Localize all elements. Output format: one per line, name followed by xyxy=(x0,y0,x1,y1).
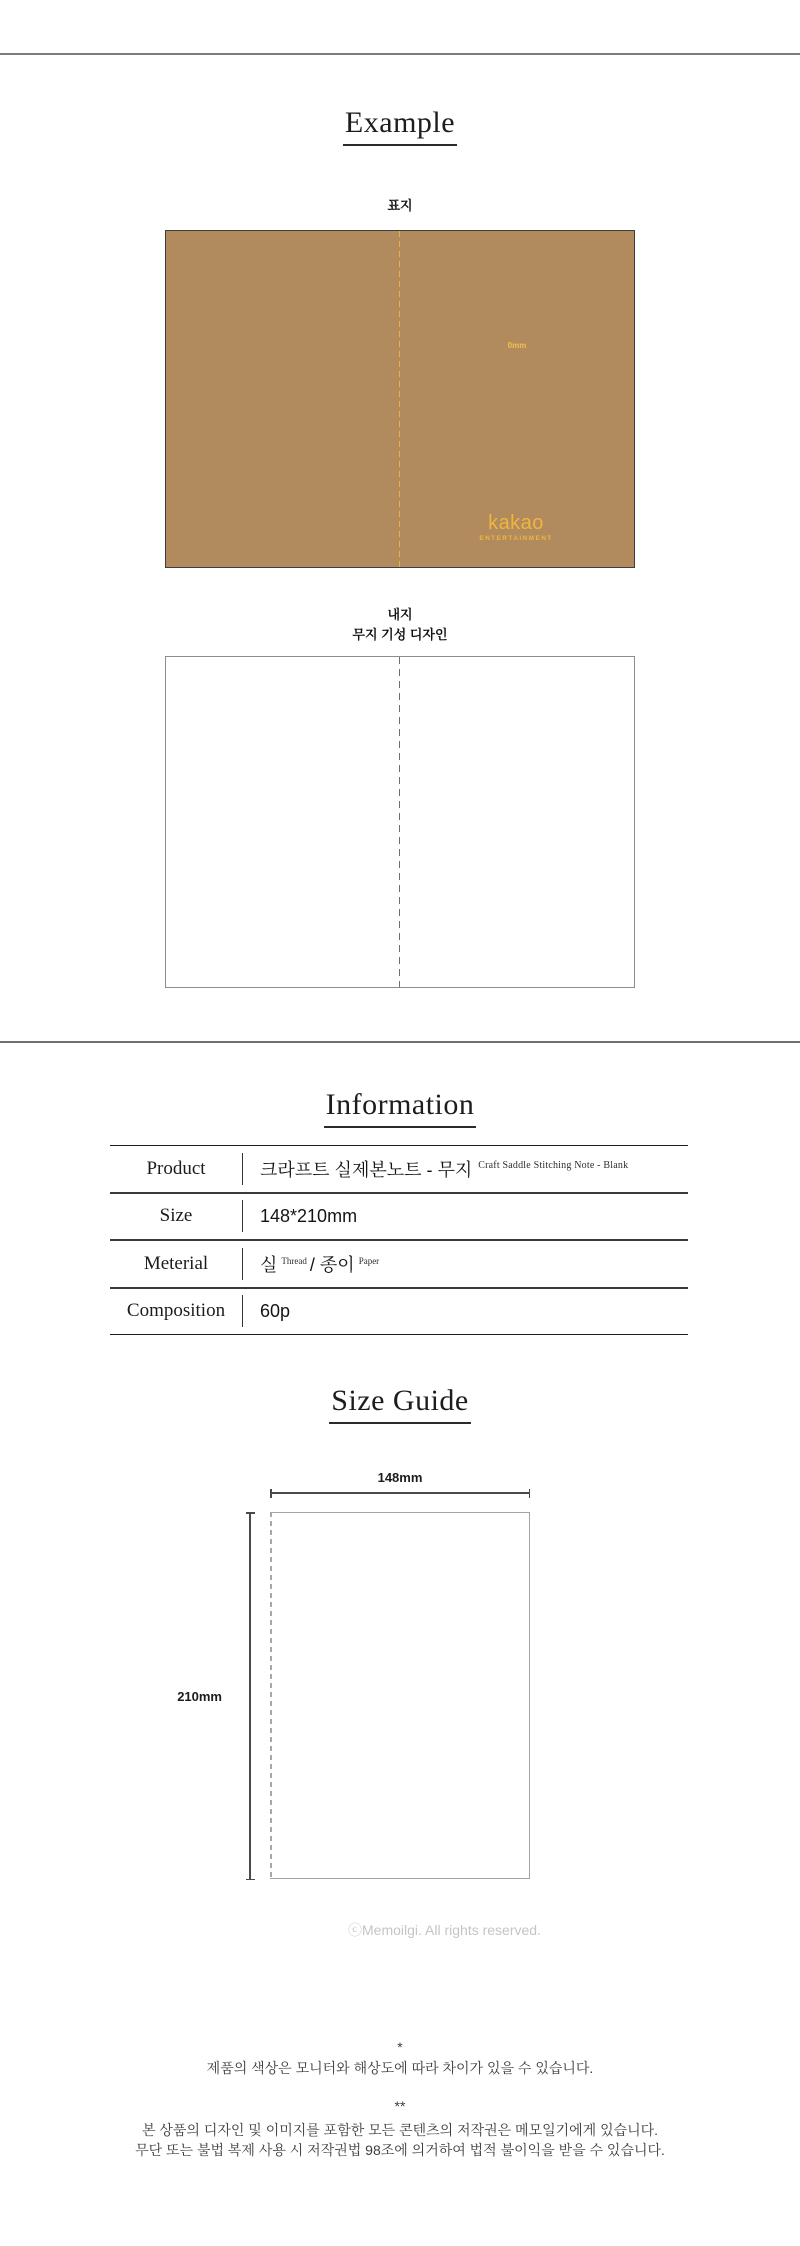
product-name: 크라프트 실제본노트 - 무지 xyxy=(260,1159,473,1180)
row-value xyxy=(243,1156,628,1182)
row-label: Composition xyxy=(126,1300,226,1322)
cover-mockup xyxy=(165,230,635,568)
table-row-material xyxy=(110,1241,688,1289)
note-single-asterisk: * xyxy=(397,2039,403,2055)
material-thread-english: Thread xyxy=(281,1255,307,1266)
example-heading-text: Example xyxy=(343,106,457,146)
product-name-english: Craft Saddle Stitching Note - Blank xyxy=(478,1159,629,1171)
height-dimension-line xyxy=(249,1512,251,1880)
section-divider xyxy=(0,1041,800,1043)
inner-fold-line xyxy=(399,657,401,987)
row-label: Meterial xyxy=(143,1252,209,1274)
table-row-product xyxy=(110,1146,688,1194)
example-heading xyxy=(0,106,800,146)
cover-label: 표지 xyxy=(387,198,413,213)
note-copyright-line2: 무단 또는 불법 복제 사용 시 저작권법 98조에 의거하여 법적 불이익을 받을 수 있습니다. xyxy=(135,2142,665,2158)
note-copyright-line1: 본 상품의 디자인 및 이미지를 포함한 모든 콘텐츠의 저작권은 메모일기에게 있습니다. xyxy=(141,2122,659,2138)
material-paper-english: Paper xyxy=(358,1255,380,1266)
material-thread-korean: 실 xyxy=(260,1254,278,1275)
size-guide-rect xyxy=(270,1512,530,1879)
row-value xyxy=(243,1251,382,1277)
width-dimension-line xyxy=(270,1492,530,1494)
inner-pages-mockup xyxy=(165,656,635,988)
information-heading xyxy=(0,1088,800,1128)
row-value: 148*210mm xyxy=(260,1205,358,1226)
size-guide-heading xyxy=(0,1384,800,1424)
inner-pages-label: 내지 xyxy=(387,607,413,622)
table-row-composition xyxy=(110,1289,688,1336)
kakao-logo-text: kakao xyxy=(488,512,544,534)
row-label: Product xyxy=(146,1157,206,1179)
size-guide-rect-fold-edge xyxy=(270,1512,272,1879)
kakao-logo-subtitle: ENTERTAINMENT xyxy=(479,535,553,542)
inner-design-label: 무지 기성 디자인 xyxy=(352,627,448,642)
top-divider xyxy=(0,53,800,55)
information-table xyxy=(110,1145,688,1335)
row-label: Size xyxy=(159,1205,193,1227)
note-color-difference: 제품의 색상은 모니터와 해상도에 따라 차이가 있을 수 있습니다. xyxy=(206,2060,594,2076)
table-row-size xyxy=(110,1194,688,1242)
cover-fold-line xyxy=(399,231,401,567)
width-dimension-label: 148mm xyxy=(377,1470,423,1485)
height-dimension-label: 210mm xyxy=(177,1689,222,1704)
material-separator: / xyxy=(309,1254,315,1275)
copyright-text: ⓒMemoilgi. All rights reserved. xyxy=(348,1922,541,1938)
note-double-asterisk: ** xyxy=(394,2098,406,2114)
kakao-logo xyxy=(456,512,576,542)
cover-spec-text: 0mm xyxy=(507,341,527,350)
information-heading-text: Information xyxy=(324,1088,477,1128)
material-paper-korean: 종이 xyxy=(319,1254,355,1275)
row-value: 60p xyxy=(260,1300,291,1321)
size-guide-heading-text: Size Guide xyxy=(329,1384,470,1424)
